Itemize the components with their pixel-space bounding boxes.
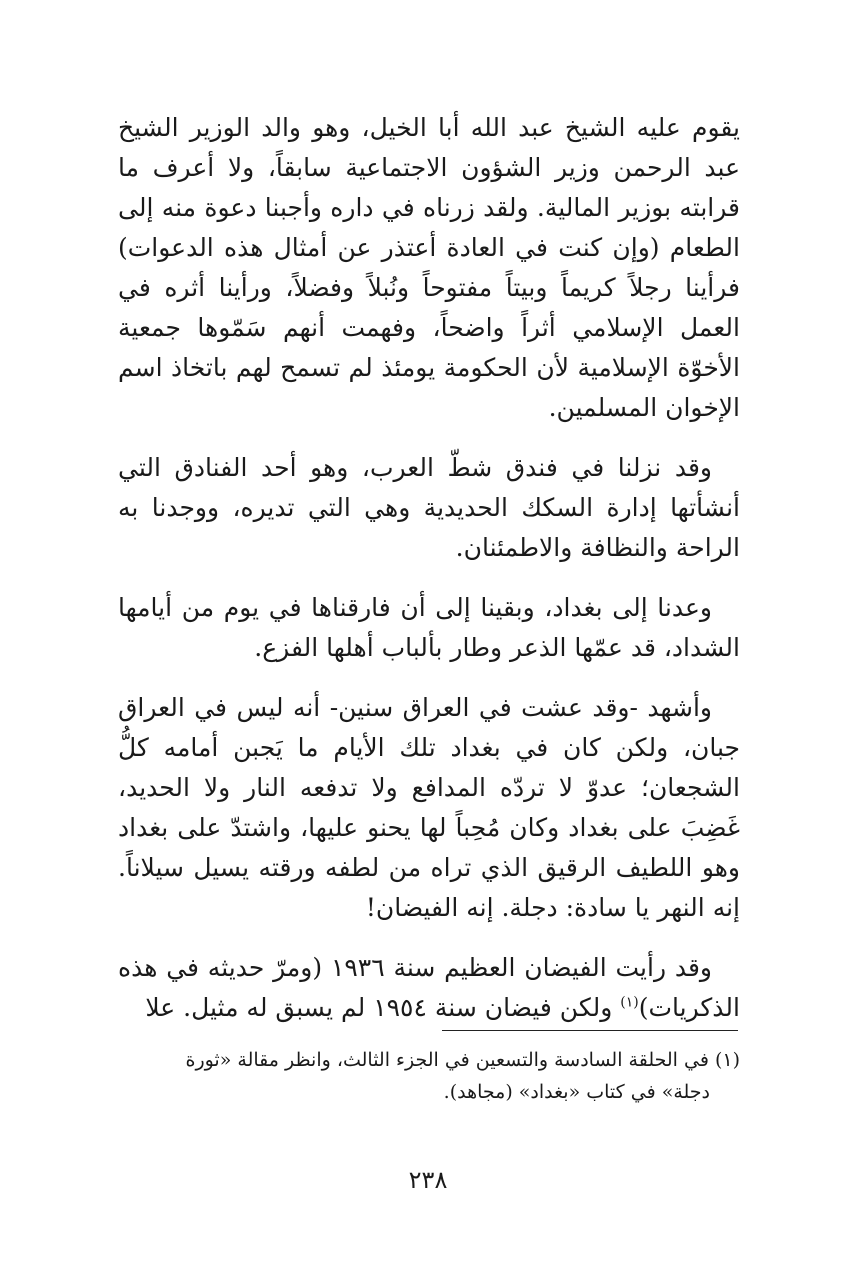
- paragraph-4: وأشهد -وقد عشت في العراق سنين- أنه ليس في العراق جبان، ولكن كان في بغداد تلك الأيام ما يَجبن أمامه كلُّ الشجعان؛ عدوّ لا تردّه المدافع ولا تدفعه النار ولا الحديد، غَضِبَ على بغداد وكان مُحِباً لها يحنو عليها، واشتدّ على بغداد وهو اللطيف الرقيق الذي تراه من لطفه ورقته يسيل سيلاناً. إنه النهر يا سادة: دجلة. إنه الفيضان!: [118, 693, 740, 922]
- paragraph-3: وعدنا إلى بغداد، وبقينا إلى أن فارقناها في يوم من أيامها الشداد، قد عمّها الذعر وطار بألباب أهلها الفزع.: [118, 593, 740, 662]
- page-body: [118, 108, 740, 1048]
- paragraph-5-text-b: ولكن فيضان سنة ١٩٥٤ لم يسبق له مثيل. علا: [145, 993, 621, 1022]
- paragraph-5-text-a: وقد رأيت الفيضان العظيم سنة ١٩٣٦ (ومرّ حديثه في هذه الذكريات): [118, 953, 740, 1022]
- footnote-reference[interactable]: (١): [620, 994, 639, 1011]
- paragraph-2: وقد نزلنا في فندق شطّ العرب، وهو أحد الفنادق التي أنشأتها إدارة السكك الحديدية وهي التي تديره، ووجدنا به الراحة والنظافة والاطمئنان.: [118, 453, 740, 562]
- footnote-divider: [442, 1030, 738, 1031]
- footnote: [118, 1044, 740, 1108]
- paragraph-1: يقوم عليه الشيخ عبد الله أبا الخيل، وهو والد الوزير الشيخ عبد الرحمن وزير الشؤون الاجتماعية سابقاً، ولا أعرف ما قرابته بوزير المالية. ولقد زرناه في داره وأجبنا دعوة منه إلى الطعام (وإن كنت في العادة أعتذر عن أمثال هذه الدعوات) فرأينا رجلاً كريماً وبيتاً مفتوحاً ونُبلاً وفضلاً، ورأينا أثره في العمل الإسلامي أثراً واضحاً، وفهمت أنهم سَمّوها جمعية الأخوّة الإسلامية لأن الحكومة يومئذ لم تسمح لهم باتخاذ اسم الإخوان المسلمين.: [118, 113, 740, 422]
- footnote-line-2: دجلة» في كتاب «بغداد» (مجاهد).: [443, 1081, 710, 1103]
- paragraph-5: [118, 948, 740, 1028]
- page-number: ٢٣٨: [408, 1166, 448, 1194]
- footnote-line-1: (١) في الحلقة السادسة والتسعين في الجزء الثالث، وانظر مقالة «ثورة: [185, 1049, 740, 1071]
